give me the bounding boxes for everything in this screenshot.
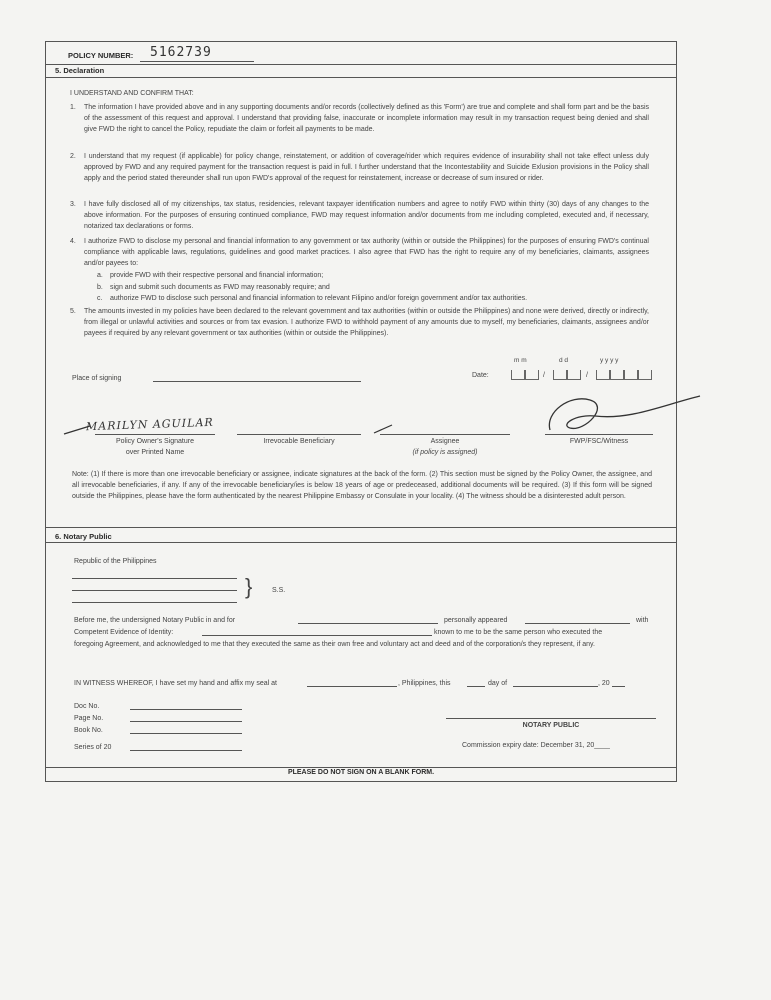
before-me-2a: Competent Evidence of Identity:: [74, 629, 174, 636]
declaration-note: Note: (1) If there is more than one irrevocable beneficiary or assignee, indicate signatures at the back of the form. (2) This section must be signed by the Policy Owner, the assignee, and all irrevocable beneficiaries, if any. If any of the irrevocable beneficiary/ies is below 18 years of age or predeceased, additional documents will be required. (3) If this form will be signed outside the Philippines, please have the form authenticated by the nearest Philippine Embassy or Consulate in your locality. (4) The witness should be a disinterested adult person.: [72, 471, 652, 501]
before-me-1c: with: [636, 617, 649, 624]
evidence-of-identity-field[interactable]: [202, 635, 432, 636]
subitem-letter: b.: [97, 284, 103, 291]
section-5-title: 5. Declaration: [55, 66, 105, 75]
witness-whereof-a: IN WITNESS WHEREOF, I have set my hand and affix my seal at: [74, 680, 277, 687]
before-me-1b: personally appeared: [444, 617, 508, 624]
declaration-intro: I UNDERSTAND AND CONFIRM THAT:: [70, 90, 194, 97]
divider: [45, 64, 677, 65]
divider: [45, 527, 677, 528]
notary-signature-line[interactable]: [446, 718, 656, 719]
ss-label: S.S.: [272, 587, 286, 594]
commission-expiry: Commission expiry date: December 31, 20____: [462, 742, 610, 749]
date-mm-hint: m m: [514, 357, 527, 364]
declaration-item-4: I authorize FWD to disclose my personal and financial information to any government or tax authority (within or outside the Philippines) for the purposes of ensuring FWD's continual compliance with applicable laws, regulations, guidelines and good market practices. I also agree that FWD has the right to require any of my beneficiaries, claimants, assignees and/or payees to:: [84, 238, 649, 268]
beneficiary-label: Irrevocable Beneficiary: [263, 438, 335, 445]
subitem-a: provide FWD with their respective personal and financial information;: [110, 272, 324, 279]
date-box-y3[interactable]: [624, 370, 638, 380]
date-box-y4[interactable]: [638, 370, 652, 380]
item-number: 2.: [70, 153, 76, 160]
venue-line-1[interactable]: [72, 578, 237, 579]
divider: [45, 767, 677, 768]
subitem-c: authorize FWD to disclose such personal and financial information to relevant Filipino and/or foreign government and/or tax authorities.: [110, 295, 528, 302]
declaration-item-1: The information I have provided above and in any supporting documents and/or records (collectively defined as this 'Form') are true and complete and shall form part and be the basis of the assessment of this request and approval. I understand that providing false, inaccurate or incomplete information may result in my transaction request being denied and shall give FWD the right to cancel the Policy, repudiate the claim or forfeit all payments to be made.: [84, 104, 649, 134]
day-field[interactable]: [467, 686, 485, 687]
date-yy-hint: y y y y: [600, 357, 619, 364]
declaration-item-3: I have fully disclosed all of my citizenships, tax status, residencies, relevant taxpayer identification numbers and agree to notify FWD within thirty (30) days of any changes to the above information. For the purposes of ensuring continued compliance, FWD may request information and/or documents from me including completed, executed and, if necessary, notarized tax declarations or forms.: [84, 201, 649, 231]
doc-no-label: Doc No.: [74, 703, 100, 710]
page-no-label: Page No.: [74, 715, 104, 722]
before-me-3: foregoing Agreement, and acknowledged to me that they executed the same as their own free and voluntary act and deed and of the corporation/s they represent, if any.: [74, 641, 595, 648]
doc-no-field[interactable]: [130, 709, 242, 710]
series-label: Series of 20: [74, 744, 112, 751]
place-of-signing-field[interactable]: [153, 381, 361, 382]
item-number: 1.: [70, 104, 76, 111]
policy-number-underline: [140, 61, 254, 62]
item-number: 4.: [70, 238, 76, 245]
witness-whereof-c: day of: [488, 680, 508, 687]
date-box-y2[interactable]: [610, 370, 624, 380]
item-number: 3.: [70, 201, 76, 208]
date-box-d2[interactable]: [567, 370, 581, 380]
witness-whereof-b: , Philippines, this: [398, 680, 451, 687]
divider: [45, 542, 677, 543]
venue-line-3[interactable]: [72, 602, 237, 603]
owner-printed-name-label: over Printed Name: [125, 449, 185, 456]
date-box-y1[interactable]: [596, 370, 610, 380]
month-field[interactable]: [513, 686, 598, 687]
section-6-title: 6. Notary Public: [55, 532, 112, 541]
notary-jurisdiction-field[interactable]: [298, 623, 438, 624]
footer-warning: PLEASE DO NOT SIGN ON A BLANK FORM.: [287, 769, 435, 776]
date-box-m2[interactable]: [525, 370, 539, 380]
witness-signature-line: [545, 434, 653, 435]
owner-signature-label: Policy Owner's Signature: [116, 438, 194, 445]
page-no-field[interactable]: [130, 721, 242, 722]
declaration-item-2: I understand that my request (if applicable) for policy change, reinstatement, or addition of coverage/rider which requires evidence of insurability shall not take effect unless duly approved by FWD and any required payment for the transaction request is paid in full. I further understand that the Incontestability and Suicide Exlusion provisions in the Policy shall apply and the period stated thereunder shall run upon FWD's approval of the request for reinstatement, increase or decrease of sum insured or rider.: [84, 153, 649, 183]
appeared-name-field[interactable]: [525, 623, 630, 624]
seal-place-field[interactable]: [307, 686, 397, 687]
beneficiary-signature-line[interactable]: [237, 434, 361, 435]
subitem-b: sign and submit such documents as FWD may reasonably require; and: [110, 284, 330, 291]
subitem-letter: a.: [97, 272, 103, 279]
policy-number-value[interactable]: 5162739: [150, 45, 212, 60]
assignee-label: Assignee: [430, 438, 460, 445]
policy-number-label: POLICY NUMBER:: [68, 51, 134, 60]
republic-label: Republic of the Philippines: [74, 558, 157, 565]
date-label: Date:: [472, 372, 489, 379]
date-box-m1[interactable]: [511, 370, 525, 380]
owner-signature-line: [95, 434, 215, 435]
subitem-letter: c.: [97, 295, 103, 302]
owner-signature[interactable]: MARILYN AGUILAR: [85, 415, 214, 434]
notary-public-label: NOTARY PUBLIC: [522, 722, 580, 729]
assignee-signature-line[interactable]: [380, 434, 510, 435]
witness-label: FWP/FSC/Witness: [569, 438, 629, 445]
venue-line-2[interactable]: [72, 590, 237, 591]
place-of-signing-label: Place of signing: [72, 375, 122, 382]
owner-signature-stroke: [62, 418, 92, 440]
book-no-field[interactable]: [130, 733, 242, 734]
divider: [45, 77, 677, 78]
series-field[interactable]: [130, 750, 242, 751]
book-no-label: Book No.: [74, 727, 103, 734]
date-box-d1[interactable]: [553, 370, 567, 380]
assignee-note: (if policy is assigned): [412, 449, 478, 456]
date-dd-hint: d d: [559, 357, 569, 364]
before-me-1a: Before me, the undersigned Notary Public in and for: [74, 617, 236, 624]
brace-icon: }: [245, 574, 253, 599]
before-me-2b: known to me to be the same person who executed the: [434, 629, 603, 636]
declaration-item-5: The amounts invested in my policies have been declared to the relevant government and tax authorities (within or outside the Philippines) and none were derived, directly or indirectly, from illegal or unlawful activities and sources or from tax evasion. I authorize FWD to withhold payment of any amounts due to myself, my beneficiaries, claimants, assignees and/or payees if required by any relevant government or tax authorities (within or outside the Philippines).: [84, 308, 649, 338]
item-number: 5.: [70, 308, 76, 315]
witness-whereof-d: , 20: [598, 680, 610, 687]
year-field[interactable]: [612, 686, 625, 687]
